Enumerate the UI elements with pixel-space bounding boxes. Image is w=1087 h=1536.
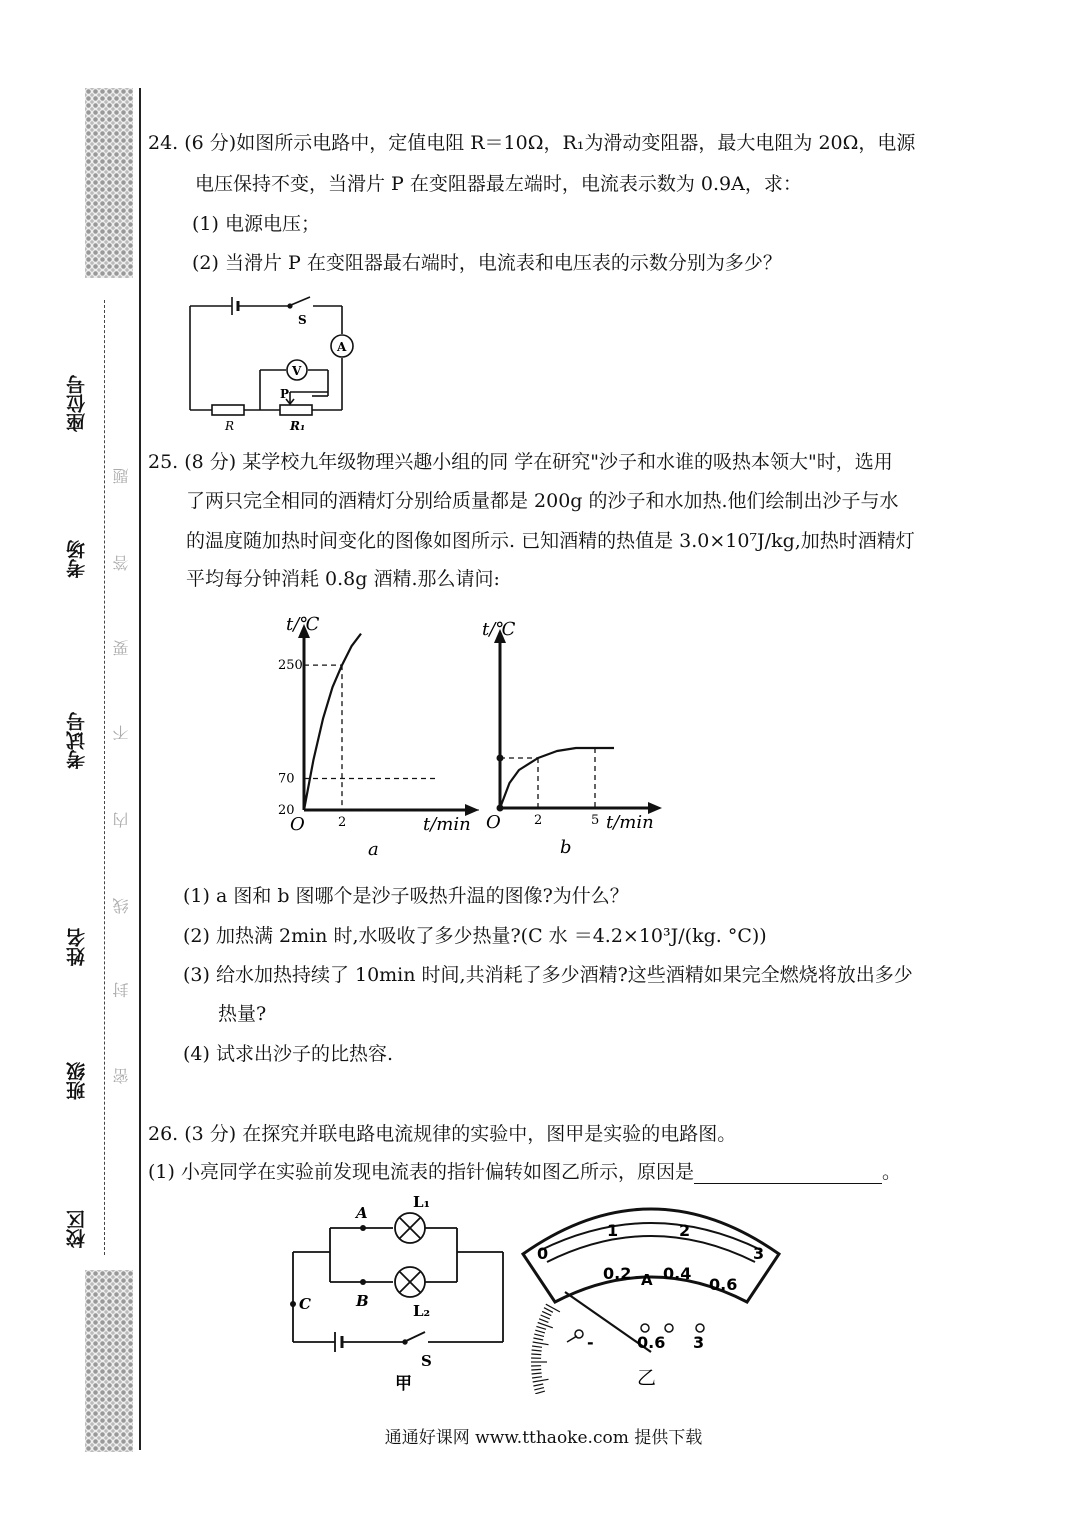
chart-b-xtick-label: 2 (534, 813, 543, 828)
ammeter-tick (532, 1373, 542, 1374)
q26-line1: 26. (3 分) 在探究并联电路电流规律的实验中，图甲是实验的电路图。 (148, 1123, 737, 1145)
seal-char: 题 (112, 468, 131, 484)
chart-a-caption: a (368, 839, 379, 860)
ammeter-tick (532, 1346, 542, 1347)
q25-sub2: (2) 加热满 2min 时,水吸收了多少热量?(C 水 ＝4.2×10³J/(kg. °C)) (183, 925, 767, 947)
q25-sub4: (4) 试求出沙子的比热容. (183, 1043, 393, 1065)
q25-line3: 的温度随加热时间变化的图像如图所示. 已知酒精的热值是 3.0×10⁷J/kg,加热时酒精灯 (186, 530, 915, 552)
q24-circuit-figure (180, 292, 370, 434)
yi-terminal-minus: - (587, 1333, 594, 1352)
ammeter-tick (539, 1319, 548, 1323)
q24-label-p: P (280, 387, 290, 401)
q24-line2: 电压保持不变，当滑片 P 在变阻器最左端时，电流表示数为 0.9A，求： (195, 173, 802, 195)
yi-scale-04: 0.4 (663, 1264, 692, 1283)
seal-char: 密 (112, 1068, 131, 1084)
chart-a-ytick-label: 70 (278, 771, 295, 787)
class-label: 班级 (66, 1062, 88, 1100)
jia-label-s: S (421, 1352, 432, 1370)
binding-line-dashed (104, 300, 105, 1255)
q24-label-r: R (225, 419, 235, 433)
q24-sub1: (1) 电源电压； (192, 213, 320, 235)
chart-a-xlabel: t/min (423, 814, 471, 835)
seal-char: 要 (112, 640, 131, 656)
jia-label-l2: L₂ (413, 1302, 431, 1320)
ammeter-tick (531, 1354, 541, 1355)
jia-caption: 甲 (395, 1374, 412, 1394)
seal-char: 线 (112, 898, 131, 914)
ammeter-tick (531, 1369, 541, 1370)
ammeter-tick (546, 1304, 560, 1312)
chart-a (270, 610, 490, 865)
yi-scale-2: 2 (679, 1221, 691, 1240)
q26-sub1-text: (1) 小亮同学在实验前发现电流表的指针偏转如图乙所示，原因是 (148, 1161, 694, 1183)
exam-number-label: 考试号 (66, 712, 88, 769)
q26-sub1 (148, 1160, 901, 1184)
seal-char: 封 (112, 982, 131, 998)
ammeter-tick (541, 1315, 550, 1319)
chart-b-origin: O (486, 812, 501, 833)
q24-label-r1: R₁ (290, 419, 306, 433)
ammeter-tick (535, 1330, 545, 1333)
binding-pattern-top (85, 88, 133, 278)
chart-b-caption: b (560, 837, 572, 858)
seal-char: 内 (112, 812, 131, 828)
ammeter-tick (532, 1350, 542, 1351)
jia-label-c: C (299, 1295, 311, 1313)
ammeter-tick (535, 1391, 545, 1394)
q24-label-a: A (337, 340, 347, 354)
jia-label-a: A (356, 1204, 368, 1222)
q24-line1: 24. (6 分)如图所示电路中，定值电阻 R＝10Ω，R₁为滑动变阻器，最大电阻为 20Ω，电源 (148, 132, 916, 154)
q24-label-s: S (298, 313, 307, 327)
chart-a-origin: O (290, 814, 305, 835)
jia-label-b: B (356, 1292, 369, 1310)
chart-a-ytick-label: 250 (278, 658, 303, 674)
chart-b (478, 615, 688, 865)
chart-b-ylabel: t/℃ (482, 619, 516, 640)
yi-scale-3: 3 (753, 1244, 765, 1263)
ammeter-tick (534, 1334, 544, 1336)
ammeter-tick (542, 1311, 551, 1315)
yi-scale-06: 0.6 (709, 1275, 738, 1294)
yi-terminal-3: 3 (693, 1333, 705, 1352)
chart-a-ylabel: t/℃ (286, 614, 320, 635)
yi-scale-1: 1 (607, 1221, 619, 1240)
chart-b-curve (500, 748, 614, 808)
q25-line1: 25. (8 分) 某学校九年级物理兴趣小组的同 学在研究"沙子和水谁的吸热本领大"时，选用 (148, 451, 893, 473)
jia-label-l1: L₁ (413, 1193, 431, 1211)
ammeter-tick (533, 1338, 543, 1340)
q25-line4: 平均每分钟消耗 0.8g 酒精.那么请问: (186, 568, 500, 590)
ammeter-tick (533, 1384, 543, 1386)
ammeter-tick (533, 1379, 549, 1382)
name-label: 姓名 (66, 928, 88, 966)
chart-b-xtick-label: 5 (591, 813, 600, 828)
seat-number-label: 座位号 (66, 375, 88, 432)
seal-char: 答 (112, 555, 131, 571)
ammeter-tick (533, 1342, 549, 1345)
yi-caption: 乙 (637, 1367, 657, 1389)
chart-a-curve (304, 634, 361, 810)
q25-sub3a: (3) 给水加热持续了 10min 时间,共消耗了多少酒精?这些酒精如果完全燃烧将放出多少 (183, 964, 913, 986)
ammeter-tick (544, 1308, 553, 1313)
ammeter-tick (536, 1326, 546, 1329)
yi-scale-0: 0 (537, 1244, 549, 1263)
q25-sub3b: 热量? (218, 1003, 267, 1025)
yi-scale-02: 0.2 (603, 1264, 632, 1283)
chart-b-ytick-dot (497, 755, 504, 762)
exam-room-label: 考场 (66, 540, 88, 578)
q24-sub2: (2) 当滑片 P 在变阻器最右端时，电流表和电压表的示数分别为多少？ (192, 252, 782, 274)
ammeter-tick (532, 1377, 542, 1378)
chart-b-xlabel: t/min (606, 812, 654, 833)
q26-circuit-jia (285, 1192, 515, 1394)
binding-line-solid (139, 88, 141, 1450)
q25-sub1: (1) a 图和 b 图哪个是沙子吸热升温的图像?为什么？ (183, 885, 629, 907)
footer: 通通好课网 www.tthaoke.com 提供下载 (384, 1428, 703, 1448)
yi-terminal-06: 0.6 (637, 1333, 666, 1352)
q24-label-v: V (292, 364, 302, 378)
campus-label: 校区 (66, 1210, 88, 1248)
q25-line2: 了两只完全相同的酒精灯分别给质量都是 200g 的沙子和水加热.他们绘制出沙子与水 (186, 490, 899, 512)
q26-sub1-end: 。 (881, 1161, 901, 1183)
q26-ammeter-yi (517, 1192, 785, 1394)
chart-a-xtick-label: 2 (338, 815, 347, 830)
answer-blank[interactable] (694, 1165, 882, 1184)
yi-unit: A (641, 1271, 653, 1289)
chart-a-ytick-label: 20 (278, 803, 295, 818)
ammeter-tick (534, 1388, 544, 1390)
seal-char: 不 (112, 725, 131, 741)
